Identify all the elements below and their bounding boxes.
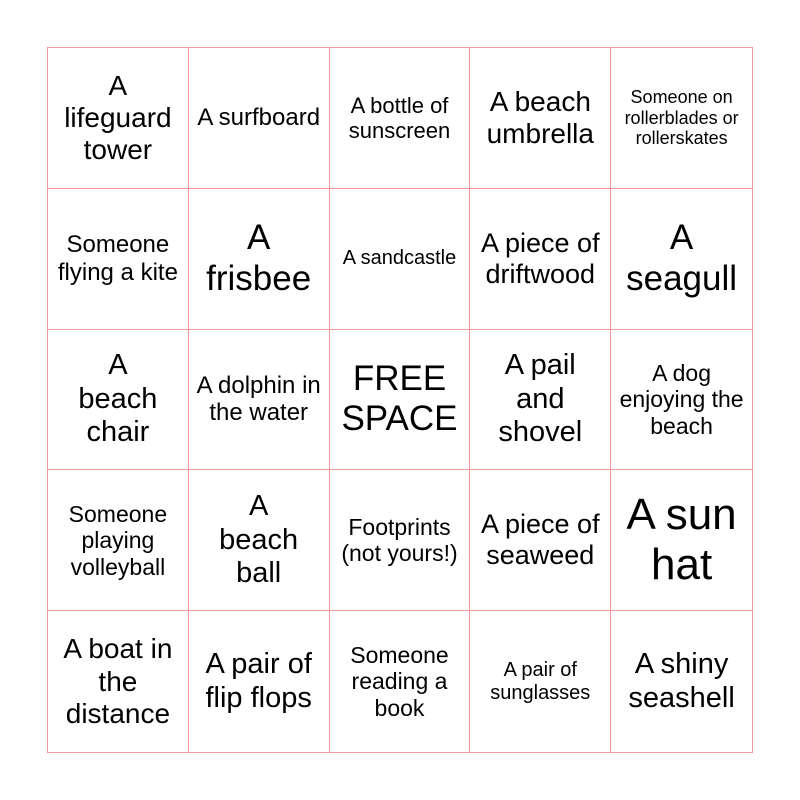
bingo-cell-label: A lifeguard tower	[64, 69, 172, 165]
bingo-cell-label: A dog enjoying the beach	[619, 359, 744, 439]
bingo-cell-label: A frisbee	[206, 218, 312, 298]
bingo-cell[interactable]	[189, 330, 330, 471]
bingo-cell[interactable]	[48, 330, 189, 471]
bingo-cell[interactable]	[48, 611, 189, 752]
bingo-cell-label: Footprints (not yours!)	[341, 513, 458, 567]
bingo-cell[interactable]	[470, 470, 611, 611]
bingo-cell[interactable]	[330, 48, 471, 189]
bingo-cell-label: A surfboard	[197, 104, 321, 132]
bingo-cell-label: A beach umbrella	[486, 85, 594, 149]
bingo-cell-label: Someone playing volleyball	[68, 500, 168, 580]
bingo-cell[interactable]	[611, 611, 752, 752]
bingo-cell-label: A pair of sunglasses	[490, 658, 591, 704]
bingo-cell[interactable]	[330, 470, 471, 611]
bingo-cell-label: A piece of driftwood	[480, 227, 600, 289]
bingo-cell[interactable]	[189, 48, 330, 189]
bingo-cell-label: A seagull	[626, 218, 738, 298]
bingo-cell-label: A pair of flip flops	[205, 648, 312, 714]
bingo-cell[interactable]	[611, 48, 752, 189]
bingo-cell-label: A dolphin in the water	[196, 371, 321, 427]
bingo-cell-label: Someone reading a book	[350, 641, 449, 721]
bingo-cell[interactable]	[189, 470, 330, 611]
bingo-cell[interactable]	[48, 48, 189, 189]
bingo-cell[interactable]	[470, 48, 611, 189]
bingo-cell[interactable]	[470, 330, 611, 471]
bingo-cell[interactable]	[48, 470, 189, 611]
bingo-cell[interactable]	[611, 330, 752, 471]
bingo-cell[interactable]	[189, 189, 330, 330]
bingo-cell-label: A beach ball	[219, 490, 299, 589]
bingo-cell[interactable]	[470, 189, 611, 330]
bingo-cell-label: A sun hat	[626, 489, 737, 590]
bingo-cell[interactable]	[48, 189, 189, 330]
bingo-cell[interactable]	[611, 189, 752, 330]
bingo-board	[47, 47, 753, 753]
free-space-label: FREE SPACE	[341, 359, 458, 439]
bingo-cell[interactable]	[330, 189, 471, 330]
bingo-cell-label: Someone on rollerblades or rollerskates	[624, 86, 739, 149]
bingo-cell-label: A beach chair	[78, 349, 158, 449]
bingo-cell-label: A boat in the distance	[63, 633, 173, 729]
bingo-cell[interactable]	[330, 611, 471, 752]
bingo-cell-label: A piece of seaweed	[480, 509, 600, 571]
free-space-cell[interactable]	[330, 330, 471, 471]
bingo-cell-label: A shiny seashell	[628, 648, 735, 714]
bingo-cell-label: Someone flying a kite	[57, 231, 178, 286]
bingo-cell-label: A bottle of sunscreen	[348, 92, 451, 143]
bingo-cell[interactable]	[470, 611, 611, 752]
bingo-cell-label: A sandcastle	[342, 247, 457, 270]
bingo-cell-label: A pail and shovel	[498, 349, 583, 449]
bingo-cell[interactable]	[611, 470, 752, 611]
bingo-cell[interactable]	[189, 611, 330, 752]
